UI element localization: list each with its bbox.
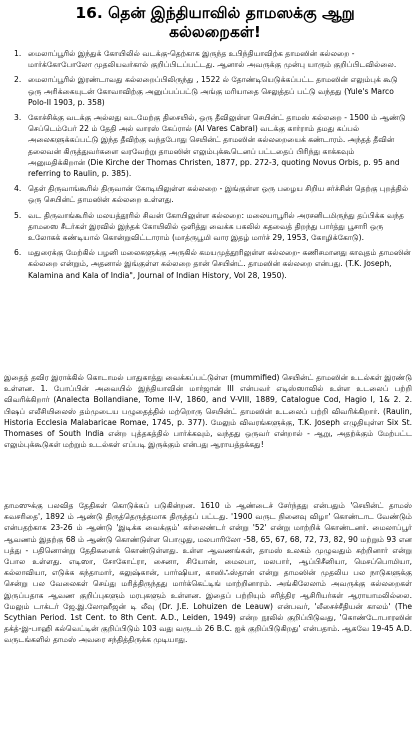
list-item-text: தெள் திருவாங்கூரில் திருவான் கோடியிலுள்ள கல்லறை - இங்குள்ள ஒரு பழைய சிறிய சர்ச்சின் தெற்கு புறத்தில் ஒரு செயின்ட் தாமஸின் கல்லறை உள்ளது. [28, 184, 409, 205]
list-item-text: மதுரைக்கு மேற்கில் பழனி மலைகளுக்கு அருகில் கமயமுத்தூரிலுள்ள கல்லறை- கணிசமானது காவுதம் தாமஸின் கல்லறை என்றும், அதனால் இங்குள்ள கல்லறை தான் செயின்ட். தாமஸின் கல்லறை என்பது. (T.K. Joseph, Kalamina and Kala of India", Journal of Indian History, Vol 28, 1950). [28, 248, 411, 280]
list-item-text: கோச்சிக்கு வடக்கு அல்லது வடமேற்கு திசையில், ஒரு தீவிலுள்ள செயின்ட் தாமஸ் கல்லறை - 1500 ம் ஆண்டு செப்டெம்பேர் 22 ம் தேதி அல் வாரஸ் கேப்ரால் (Al Vares Cabral) வடக்கு கார்ராம் தமது கப்பல் அலைகளுக்கப்பட்டு இந்த தீவிற்கு வந்தபோது செயின்ட் தாமஸின் கல்லறையைக் கண்டாரம். அந்தத் தீவின் தலைவன் கிருத்துவர்களை வரவேற்று தாமஸின் எலும்புக்கூடெனப் பட்டதைப் பிரிந்து காக்கவும் அனுமதிக்கிறான் (Die Kirche der Thomas Christen, 1877, pp. 272-3, quoting Novus Orbis, p. 95 and referring to Raulin, p. 385). [28, 113, 406, 179]
list-item [2, 48, 416, 70]
list-item [2, 74, 416, 108]
list-item [2, 112, 416, 179]
list-item [2, 210, 416, 244]
list-item-text: மைலாப்பூரில் இரண்டாவது கல்லறைப்பிலிருந்து , 1522 ல் தோண்டியெடுக்கப்பட்ட தாமஸின் எலும்புக் கூடு ஒரு அரிக்கையுடன் கோவாவிற்கு அனுப்பப்பட்டு அங்கு மரியாதை செலுத்தப் பட்டு வந்தது (Yule's Marco Polo-II 1903, p. 358) [28, 75, 398, 107]
list-item-number: 3. [14, 113, 22, 123]
page-title: 16. தென் இந்தியாவில் தாமஸக்கு ஆறு கல்லறைகள்! [75, 4, 355, 41]
list-item-text: மைலாப்பூரில் இந்துக் கோயிலில் வடக்கு-தெற்காக இருந்த உபிந்தியாவிற்க தாமஸின் கல்லறை - மார்க்கோபோலோ முதலியவர்கால் குறிப்பிடப்பட்டது. ஆனால் அவருக்கு முன்பு யாரும் குறிப்பிடவில்லை. [28, 49, 397, 70]
body-paragraph-dates: தாமஸுக்கு பலவித தேதிகள் கொடுக்கப் படுகின்றன. 1610 ம் ஆண்டைச் சேர்ந்தது என்பதும் 'செயின்ட் தாமஸ் சுவசரிதை', 1892 ம் ஆண்டு திருத்தெருத்தமாக திருத்தப் பட்டது. '1900 வருட நினைவு விழா' கொண்டாட வேண்டும் என்பதற்காக 23-26 ம் ஆண்டு 'இடிக்க வைக்கும்' கர்லைண்டர் என்று '52' என்று மாற்றிக் கொண்டனர். மைலாப்பூர் ஆவணம் இதற்கு 68 ம் ஆண்டு கொண்டுள்ள பொழுது, மலபாரிலோ -58, 65, 67, 68, 72, 73, 82, 90 மற்றும் 93 என பத்து - பதினொன்று தேதிகளைக் கொண்டுள்ளது. உள்ள ஆவணங்கள், தாமஸ் உலகம் முழுவதும் சுற்றினார் என்று போல உள்ளது. எடிஸா, சோகோட்ரா, சைனா, சியோன், மைலபா, மலபார், ஆப்பிசீனியா, மெசப்பொமியா, கல்லாவியா, எடுக்க கந்தாமார், கலுஷ்கான், பார்ஷியா, காஸிஃஸ்தான் என்று தாமஸின் முதலிய பல நாடுகளுக்கு சென்று பல வேலைகள் செய்து மரித்திருந்தது மார்க்கெட்டிங் மாற்றினாரம். அங்கிலேலாம் அவருக்கு கல்லறைகள் இருப்பதாக ஆவண குறிப்புகளும் மரபுகளும் உள்ளன. இதைப் பற்றியும் சரித்திர ஆசிரியர்கள் ஆராயாமலில்லை. மேலும் டாக்டர் ஜே.இ.லோஹீஜன் டி லீவு (Dr. J.E. Lohuizen de Leauw) என்பவர், 'லீசைச்சீதியன் காலம்' (The Scythian Period. 1st Cent. to 8th Cent. A.D., Leiden, 1949) என்ற நூலில் குறிப்பிடுவது, 'கொண்டோபாரஸின் தக்த்-இ-பாஹி கல்வெட்டின் குறிப்பிடும் 103 வது வருடம் 26 B.C. ஐக் குறிப்பிடுகிறது' என்பதாம். ஆகவே 19-45 A.D. வருடங்களில் தாமஸ் அவரை சந்தித்திருக்க முடியாது. [4, 501, 412, 645]
list-item-number: 2. [14, 75, 22, 85]
list-item-number: 1. [14, 49, 22, 58]
list-item-number: 4. [14, 184, 22, 194]
list-item-number: 6. [14, 248, 22, 258]
list-item-number: 5. [14, 210, 22, 220]
list-item [2, 183, 416, 205]
list-item [2, 247, 416, 281]
list-item-text: வட திருவாங்கூரில் மலயத்தூரில் சிவன் கோயிலுள்ள கல்லறை: மலையாபூரில் அரசனிடமிருந்து தப்பிக்க வந்த தாமஸை சீடர்கள் இரவில் இந்தக் கோயிலில் ஒளித்து வைக்க பகலில் கதவைத் திறந்து பார்த்து பூசாரி ஒரு உலோகக் கண்டியால் கொன்றுவிட்டாராம் (மாத்ருபூமி வார இதழ் மார்ச் 29, 1953, கோழிக்கோடு). [28, 210, 404, 243]
body-paragraph-relics: இதைத் தவிர இராக்கில் கொடாமல் பாதுகாத்து வைக்கப்பட்டுள்ள (mummified) செயின்ட் தாமஸின் உடல்கள் இரண்டு உள்ளன. 1. போப்பின் அவையில் இந்தியாவின் மார்ஜான் III என்பவர் எடிஸ்ஸாவில் உள்ள உடலைப் பற்றி விவரிக்கிறார் (Analecta Bollandiane, Tome II-V, 1860, and V-VIII, 1889, Catalogue Cod, Hagio I, 1& 2. 2. பிஷப் எலீசியிலைஸ் தம்முடைய பழுதைத்தில் மற்றொரு செயின்ட் தாமஸின் உடலைப் பற்றி விவரிக்கிறார். (Raulin, Historia Ecclesia Malabaricae Romae, 1745, p. 377). மேலும் விவரங்களுக்கு, T.K. Joseph எழுதியுள்ள Six St. Thomases of South India என்ற புத்தகத்தில் பார்க்கவும், வந்தது ஒருவர் என்றால் - ஆறு, அதற்க்கும் மேற்பட்ட எலும்புக்கூடுகள் மற்றும் உடல்கள் எப்படி இருக்கும் என்பது ஆராயத்தக்கது! [4, 373, 412, 450]
tomb-list [2, 48, 416, 285]
